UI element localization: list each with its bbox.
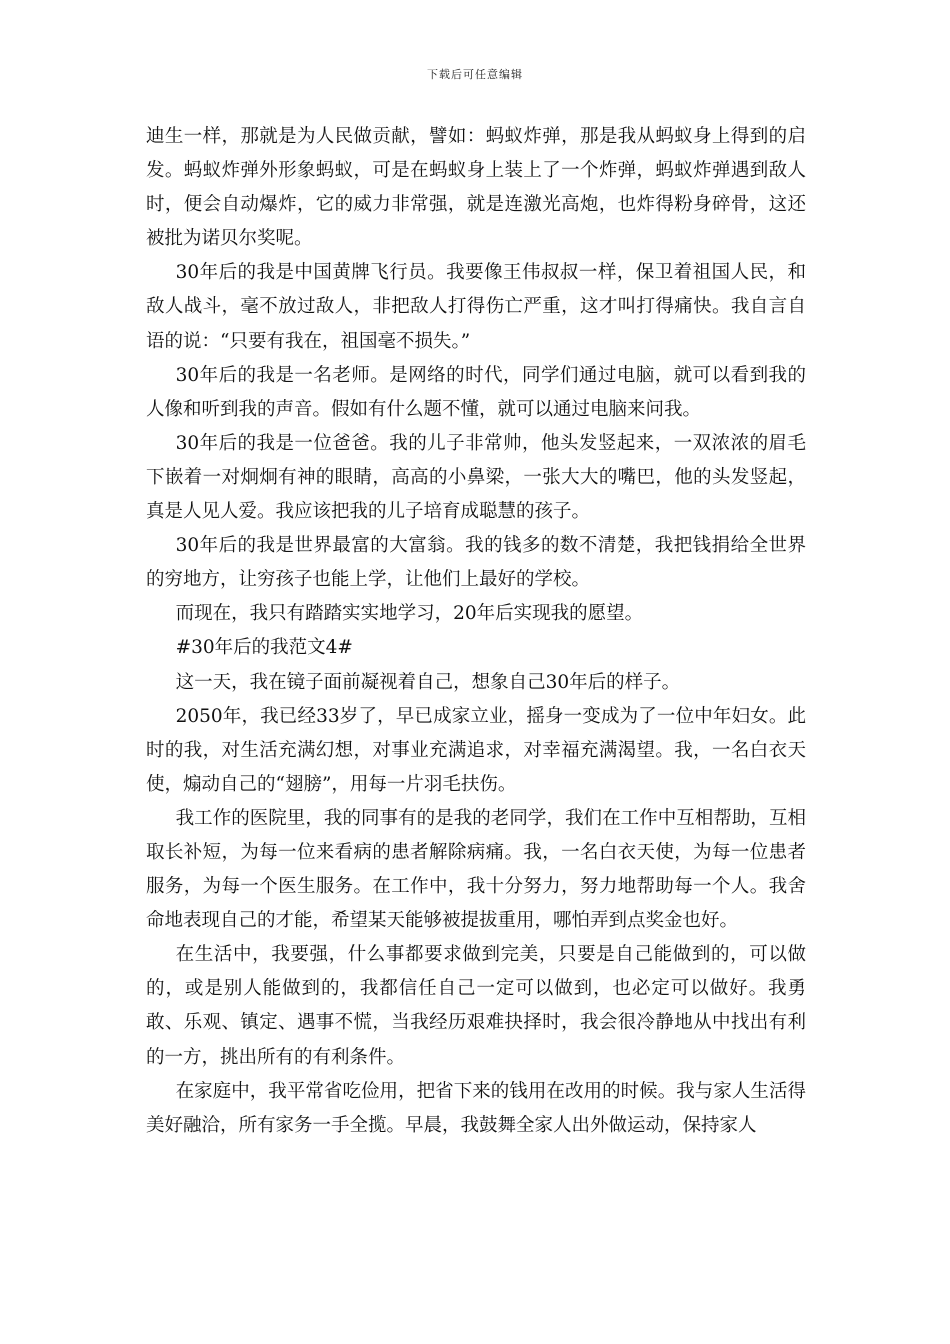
paragraph-2: 30年后的我是中国黄牌飞行员。我要像王伟叔叔一样，保卫着祖国人民，和敌人战斗，毫不放过敌人，非把敌人打得伤亡严重，这才叫打得痛快。我自言自语的说：“只要有我在，祖国毫不损失。”: [146, 262, 806, 352]
document-body: [146, 120, 806, 1143]
paragraph-3: 30年后的我是一名老师。是网络的时代，同学们通过电脑，就可以看到我的人像和听到我的声音。假如有什么题不懂，就可以通过电脑来问我。: [146, 364, 806, 420]
paragraph-8: 这一天，我在镜子面前凝视着自己，想象自己30年后的样子。: [175, 671, 681, 693]
paragraph-5: 30年后的我是世界最富的大富翁。我的钱多的数不清楚，我把钱捐给全世界的穷地方，让穷孩子也能上学，让他们上最好的学校。: [146, 535, 806, 591]
paragraph-9: 2050年，我已经33岁了，早已成家立业，摇身一变成为了一位中年妇女。此时的我，对生活充满幻想，对事业充满追求，对幸福充满渴望。我，一名白衣天使，煽动自己的“翅膀”，用每一片羽毛扶伤。: [146, 705, 806, 795]
paragraph-6: 而现在，我只有踏踏实实地学习，20年后实现我的愿望。: [175, 603, 644, 625]
paragraph-1: 迪生一样，那就是为人民做贡献，譬如：蚂蚁炸弹，那是我从蚂蚁身上得到的启发。蚂蚁炸弹外形象蚂蚁，可是在蚂蚁身上装上了一个炸弹，蚂蚁炸弹遇到敌人时，便会自动爆炸，它的威力非常强，就是连激光高炮，也炸得粉身碎骨，这还被批为诺贝尔奖呢。: [146, 126, 806, 250]
paragraph-12: 在家庭中，我平常省吃俭用，把省下来的钱用在改用的时候。我与家人生活得美好融洽，所有家务一手全揽。早晨，我鼓舞全家人出外做运动，保持家人: [146, 1080, 806, 1136]
paragraph-11: 在生活中，我要强，什么事都要求做到完美，只要是自己能做到的，可以做的，或是别人能做到的，我都信任自己一定可以做到，也必定可以做好。我勇敢、乐观、镇定、遇事不慌，当我经历艰难抉择时，我会很冷静地从中找出有利的一方，挑出所有的有利条件。: [146, 944, 806, 1068]
section-heading: #30年后的我范文4#: [175, 637, 353, 659]
page-header: 下载后可任意编辑: [427, 68, 523, 81]
paragraph-10: 我工作的医院里，我的同事有的是我的老同学，我们在工作中互相帮助，互相取长补短，为每一位来看病的患者解除病痛。我，一名白衣天使，为每一位患者服务，为每一个医生服务。在工作中，我十分努力，努力地帮助每一个人。我舍命地表现自己的才能，希望某天能够被提拔重用，哪怕弄到点奖金也好。: [146, 807, 806, 932]
paragraph-4: 30年后的我是一位爸爸。我的儿子非常帅，他头发竖起来，一双浓浓的眉毛下嵌着一对炯炯有神的眼睛，高高的小鼻梁，一张大大的嘴巴，他的头发竖起，真是人见人爱。我应该把我的儿子培育成聪慧的孩子。: [146, 432, 806, 523]
